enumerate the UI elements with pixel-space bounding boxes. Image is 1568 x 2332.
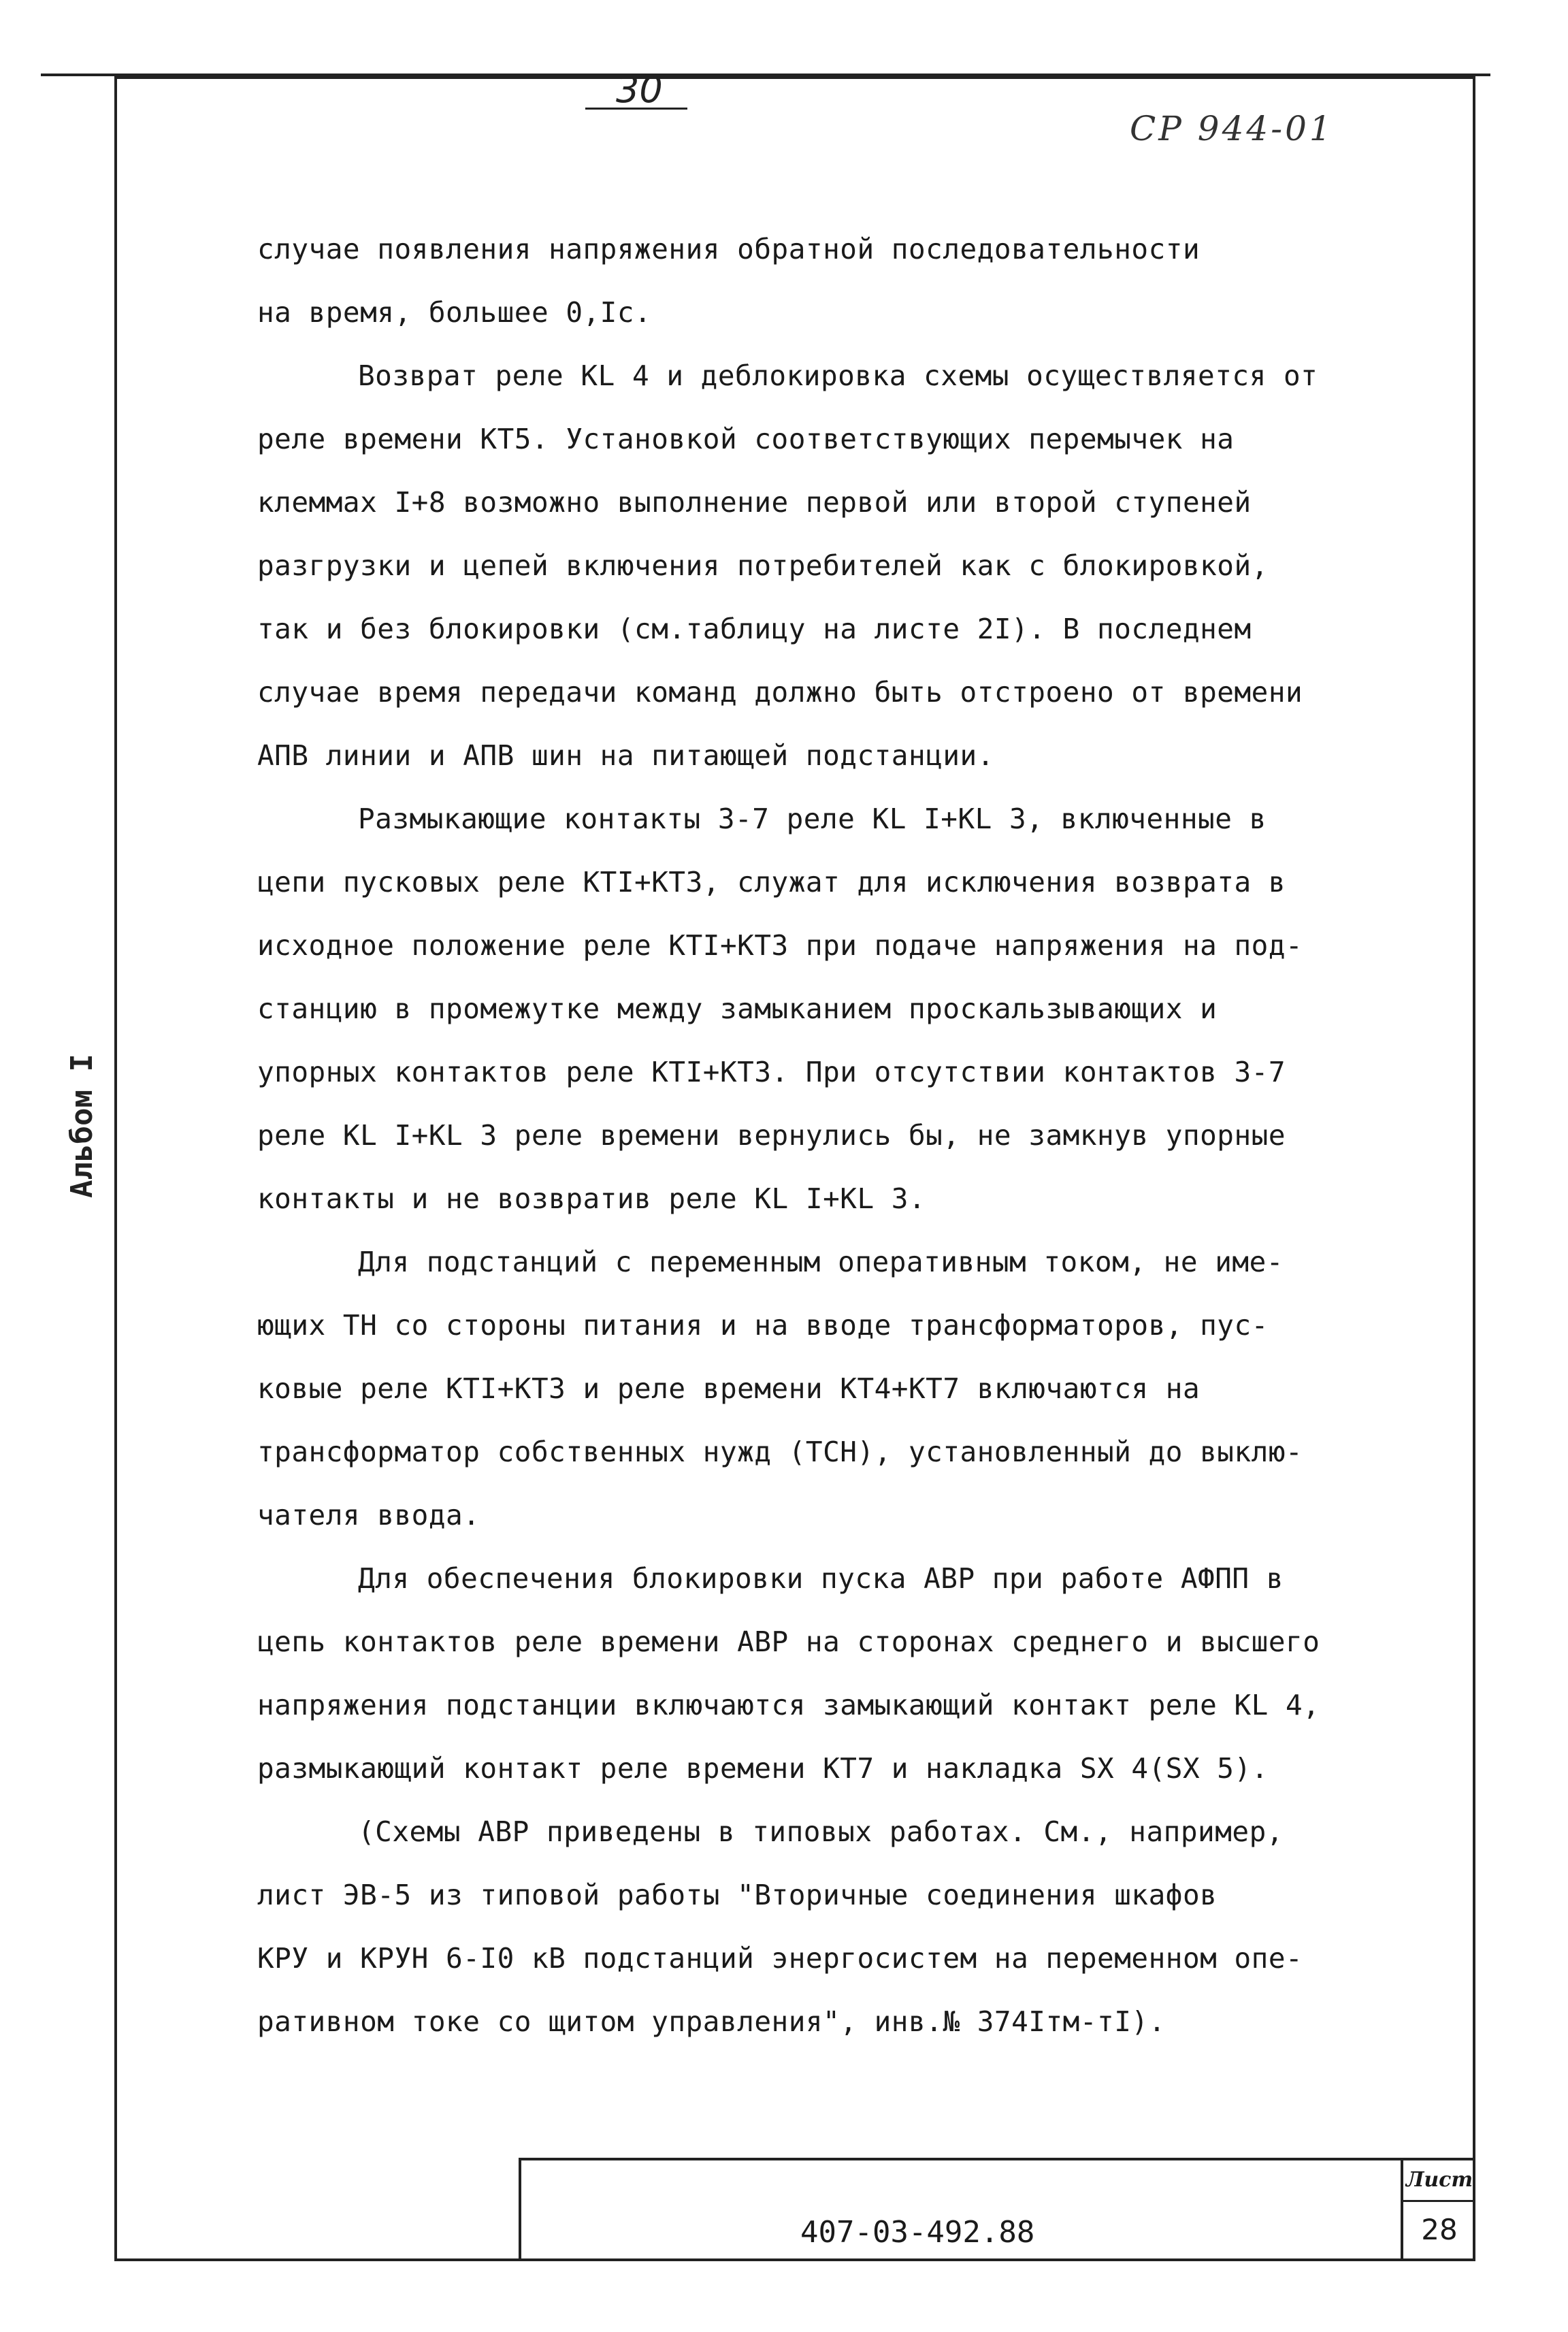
text-line: случае время передачи команд должно быть отстроено от времени (257, 676, 1303, 709)
text-line: цепи пусковых реле КТI+КТ3, служат для исключения возврата в (257, 866, 1286, 898)
title-block (519, 2158, 1475, 2261)
text-line: случае появления напряжения обратной последовательности (257, 233, 1200, 265)
sheet-label: Лист (1403, 2160, 1475, 2202)
document-designation: 407-03-492.88 (800, 2215, 1035, 2250)
text-line: Для подстанций с переменным оперативным током, не име- (358, 1246, 1284, 1278)
text-line: ративном токе со щитом управления", инв.№ 374Iтм-тI). (257, 2005, 1166, 2038)
text-line: КРУ и КРУН 6-I0 кВ подстанций энергосистем на переменном опе- (257, 1942, 1303, 1975)
paragraph (257, 1800, 1469, 2054)
sheet-cell (1401, 2160, 1475, 2261)
text-line: исходное положение реле КТI+КТ3 при подаче напряжения на под- (257, 929, 1303, 962)
text-line: лист ЭВ-5 из типовой работы "Вторичные соединения шкафов (257, 1879, 1218, 1911)
text-line: АПВ линии и АПВ шин на питающей подстанции. (257, 739, 994, 772)
text-line: напряжения подстанции включаются замыкающий контакт реле KL 4, (257, 1689, 1320, 1721)
text-line: размыкающий контакт реле времени КТ7 и накладка SX 4(SX 5). (257, 1752, 1269, 1785)
text-line: чателя ввода. (257, 1499, 480, 1532)
text-line: клеммах I+8 возможно выполнение первой или второй ступеней (257, 486, 1252, 519)
text-line: Для обеспечения блокировки пуска АВР при работе АФПП в (358, 1562, 1284, 1595)
text-line: реле времени КТ5. Установкой соответствующих перемычек на (257, 423, 1235, 455)
text-line: цепь контактов реле времени АВР на сторонах среднего и высшего (257, 1625, 1320, 1658)
sheet-number: 28 (1421, 2213, 1458, 2246)
text-line: на время, большее 0,Iс. (257, 296, 652, 329)
paragraph (257, 788, 1469, 1231)
text-line: реле KL I+KL 3 реле времени вернулись бы, не замкнув упорные (257, 1119, 1286, 1152)
page-number: 30 (616, 68, 663, 111)
text-line: трансформатор собственных нужд (ТСН), установленный до выклю- (257, 1436, 1303, 1468)
text-line: так и без блокировки (см.таблицу на листе 2I). В последнем (257, 613, 1252, 645)
handwritten-doc-code: СР 944-01 (1130, 109, 1334, 148)
text-line: (Схемы АВР приведены в типовых работах. См., например, (358, 1815, 1284, 1848)
text-line: упорных контактов реле КТI+КТ3. При отсутствии контактов 3-7 (257, 1056, 1286, 1088)
text-line: ющих ТН со стороны питания и на вводе трансформаторов, пус- (257, 1309, 1269, 1342)
text-line: Возврат реле KL 4 и деблокировка схемы осуществляется от (358, 359, 1318, 392)
album-side-label: Альбом I (65, 1054, 99, 1198)
paragraph (257, 1547, 1469, 1800)
text-line: ковые реле КТI+КТ3 и реле времени КТ4+КТ7 включаются на (257, 1372, 1200, 1405)
text-line: контакты и не возвратив реле KL I+KL 3. (257, 1182, 926, 1215)
text-line: Размыкающие контакты 3-7 реле KL I+KL 3, включенные в (358, 803, 1267, 835)
paragraph (257, 1231, 1469, 1547)
text-line: разгрузки и цепей включения потребителей как с блокировкой, (257, 549, 1269, 582)
text-line: станцию в промежутке между замыканием проскальзывающих и (257, 992, 1218, 1025)
document-body (257, 218, 1469, 2054)
paragraph (257, 344, 1469, 788)
paragraph (257, 218, 1469, 344)
